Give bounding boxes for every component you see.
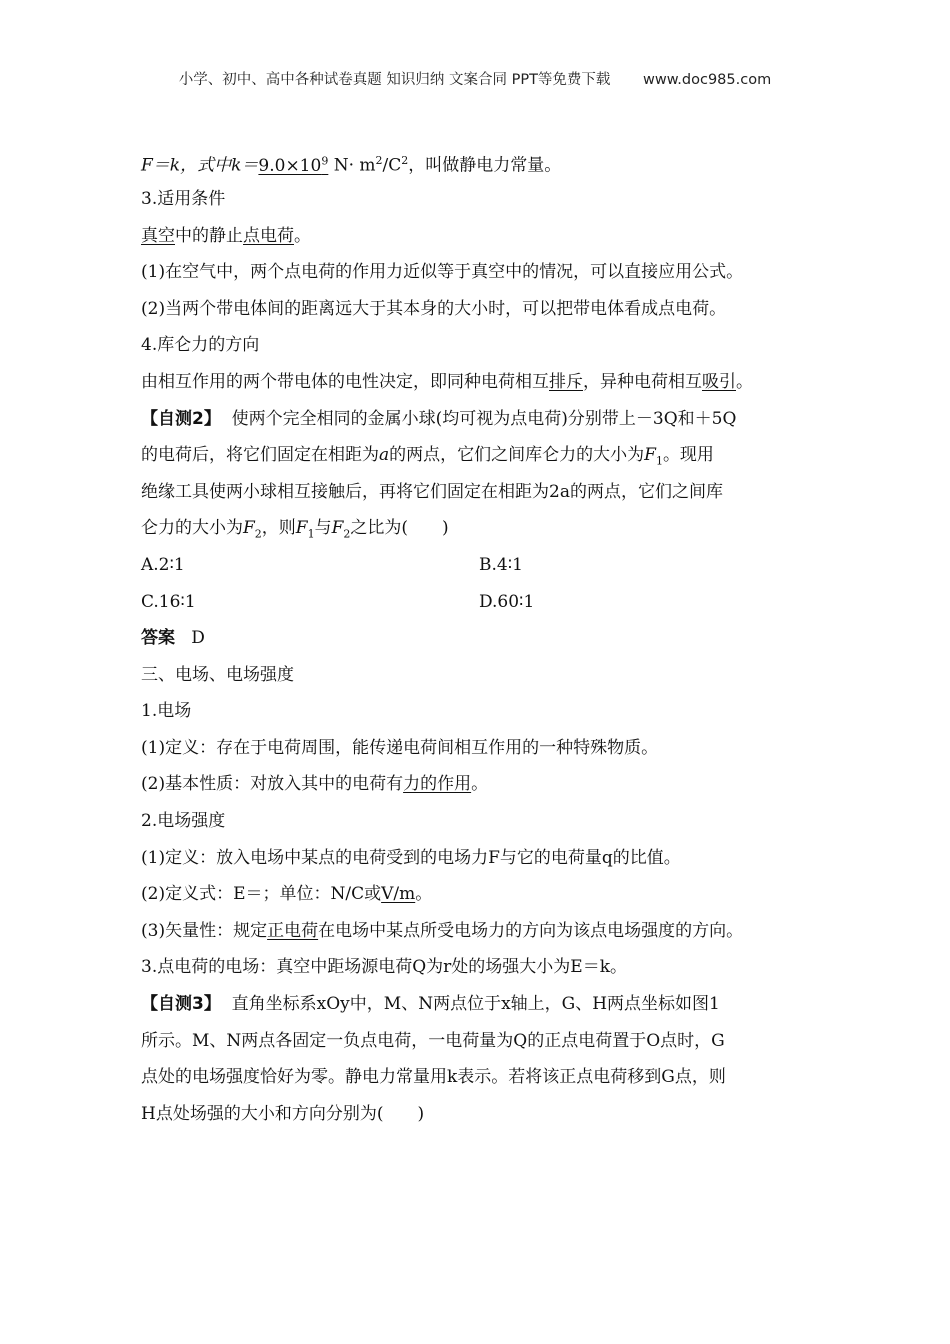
options-row-2: [141, 591, 821, 613]
self-test-2-line-4: 仑力的大小为$F_2$，则$F_1$与$F_2$之比为( ): [141, 518, 449, 541]
option-a[interactable]: A.2∶1: [141, 555, 185, 575]
self-test-2-line-1: 【自测2】 使两个完全相同的金属小球(均可视为点电荷)分别带上－3Q和＋5Q: [141, 409, 737, 429]
option-d[interactable]: D.60∶1: [479, 592, 535, 612]
self-test-2-line-3: 绝缘工具使两小球相互接触后，再将它们固定在相距为2a的两点，它们之间库: [141, 482, 723, 502]
answer-line: [141, 627, 205, 649]
self-test-2-tag: 【自测2】: [141, 409, 221, 429]
direction-title: 4.库仑力的方向: [141, 335, 260, 355]
options-row-1: [141, 554, 821, 576]
strength-vector: (3)矢量性：规定正电荷在电场中某点所受电场力的方向为该点电场强度的方向。: [141, 921, 744, 941]
self-test-3-line-2: 所示。M、N两点各固定一负点电荷，一电荷量为Q的正点电荷置于O点时，G: [141, 1031, 725, 1051]
self-test-2-line-2: 的电荷后，将它们固定在相距为a的两点，它们之间库仑力的大小为$F_1$。现用: [141, 445, 714, 468]
header-text: 小学、初中、高中各种试卷真题 知识归纳 文案合同 PPT等免费下载: [178, 72, 611, 88]
answer-value: D: [191, 628, 205, 648]
option-b[interactable]: B.4∶1: [479, 555, 523, 575]
section-3-title: 三、电场、电场强度: [141, 665, 294, 685]
strength-definition: (1)定义：放入电场中某点的电荷受到的电场力F与它的电荷量q的比值。: [141, 848, 681, 868]
page-header: [0, 68, 950, 89]
conditions-text: 真空中的静止点电荷。: [141, 226, 311, 246]
strength-formula: (2)定义式：E＝；单位：N/C或V/m。: [141, 884, 433, 904]
coulomb-constant-line: F＝k，式中$k=9.0\times 10^9$ $N\cdot m^2/C^2$，叫做静电力常量。: [141, 154, 562, 176]
direction-text: 由相互作用的两个带电体的电性决定，即同种电荷相互排斥，异种电荷相互吸引。: [141, 372, 753, 392]
self-test-3-line-4: H点处场强的大小和方向分别为( ): [141, 1104, 425, 1124]
point-charge-field: 3.点电荷的电场：真空中距场源电荷Q为r处的场强大小为E＝k。: [141, 957, 627, 977]
constant-value: $9.0\times 10^9$: [258, 154, 329, 176]
self-test-3-line-3: 点处的电场强度恰好为零。静电力常量用k表示。若将该正点电荷移到G点，则: [141, 1067, 726, 1087]
field-property: (2)基本性质：对放入其中的电荷有力的作用。: [141, 774, 489, 794]
answer-label: 答案: [141, 628, 175, 648]
field-definition: (1)定义：存在于电荷周围，能传递电荷间相互作用的一种特殊物质。: [141, 738, 659, 758]
conditions-title: 3.适用条件: [141, 189, 226, 209]
header-site-link[interactable]: www.doc985.com: [643, 72, 772, 88]
condition-1: (1)在空气中，两个点电荷的作用力近似等于真空中的情况，可以直接应用公式。: [141, 262, 744, 282]
option-c[interactable]: C.16∶1: [141, 592, 196, 612]
self-test-3-tag: 【自测3】: [141, 994, 221, 1014]
field-strength-title: 2.电场强度: [141, 811, 226, 831]
self-test-3-line-1: 【自测3】 直角坐标系xOy中，M、N两点位于x轴上，G、H两点坐标如图1: [141, 994, 720, 1014]
condition-2: (2)当两个带电体间的距离远大于其本身的大小时，可以把带电体看成点电荷。: [141, 299, 727, 319]
electric-field-title: 1.电场: [141, 701, 192, 721]
